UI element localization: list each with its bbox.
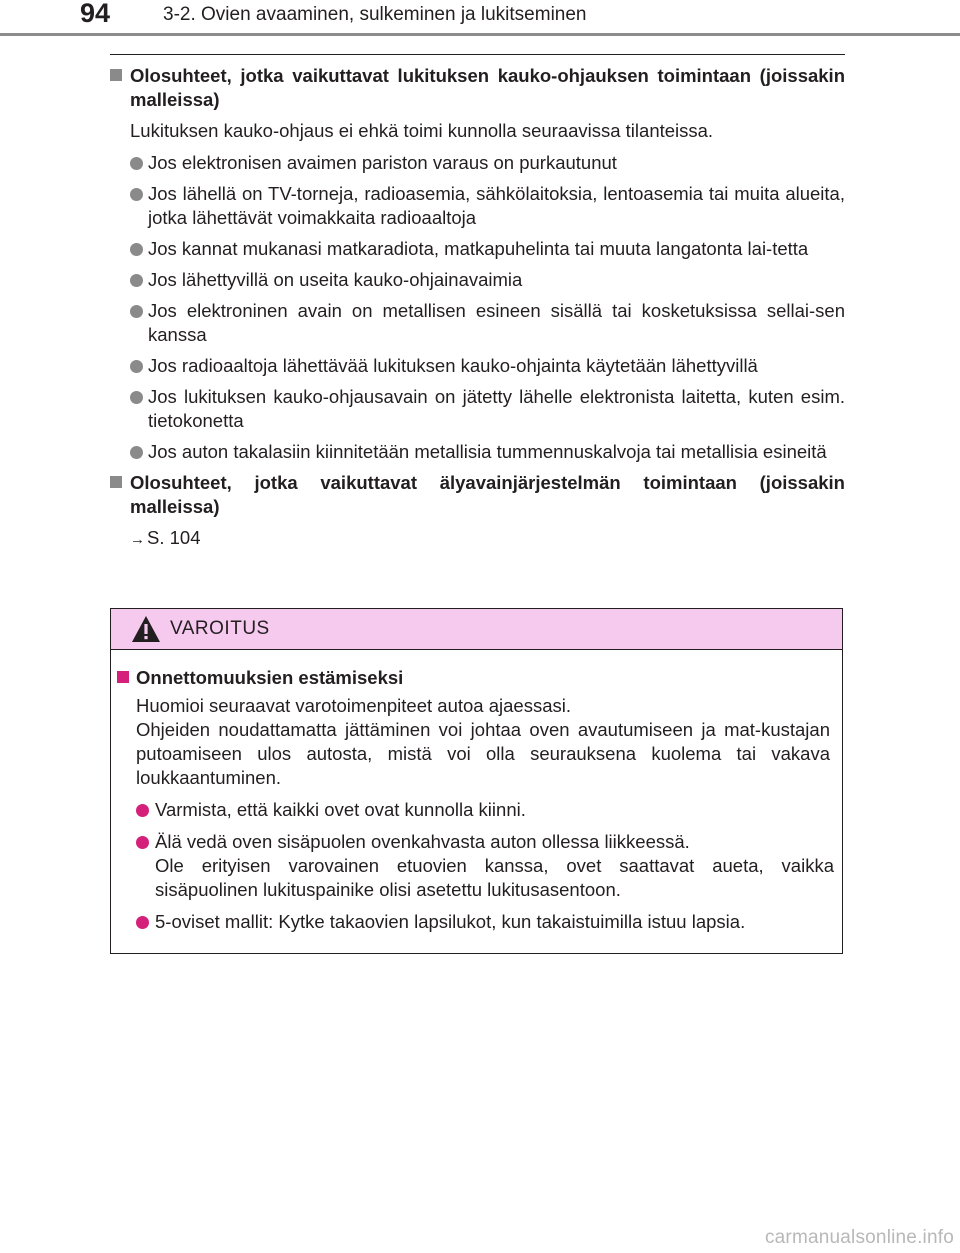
section-heading (110, 471, 845, 519)
list-item (115, 910, 836, 934)
warning-paragraph (115, 694, 836, 790)
chapter-title: 3-2. Ovien avaaminen, sulkeminen ja lukitseminen (163, 4, 587, 25)
section-heading (110, 64, 845, 112)
warning-body (111, 666, 844, 942)
square-bullet-icon (110, 476, 122, 488)
warning-box (110, 608, 843, 954)
list-item-subtext: Ole erityisen varovainen etuovien kanssa, ovet saattavat aueta, vaikka sisäpuolinen lukituspainike olisi asetettu lukitusasentoon. (155, 855, 834, 900)
round-bullet-icon (130, 391, 143, 404)
list-item-text: Jos elektronisen avaimen pariston varaus on purkautunut (148, 152, 617, 173)
condition-list (110, 151, 845, 464)
page-header (0, 0, 960, 34)
round-bullet-icon (136, 916, 149, 929)
page-reference-text: S. 104 (147, 527, 201, 548)
list-item (130, 299, 845, 347)
list-item (130, 354, 845, 378)
list-item-text: Jos radioaaltoja lähettävää lukituksen kauko-ohjainta käytetään lähettyvillä (148, 355, 758, 376)
list-item-text: Jos elektroninen avain on metallisen esineen sisällä tai kosketuksissa sellai-sen kanssa (148, 300, 845, 345)
list-item (115, 830, 836, 902)
round-bullet-icon (130, 243, 143, 256)
list-item-text: Jos lähettyvillä on useita kauko-ohjainavaimia (148, 269, 523, 290)
list-item-text: 5-oviset mallit: Kytke takaovien lapsilukot, kun takaistuimilla istuu lapsia. (155, 911, 746, 932)
list-item (130, 440, 845, 464)
round-bullet-icon (130, 274, 143, 287)
list-item (130, 182, 845, 230)
list-item-text: Älä vedä oven sisäpuolen ovenkahvasta auton ollessa liikkeessä. (155, 831, 690, 852)
round-bullet-icon (130, 188, 143, 201)
warning-heading (115, 666, 836, 690)
warning-header (111, 609, 842, 650)
list-item-text: Jos kannat mukanasi matkaradiota, matkapuhelinta tai muuta langatonta lai-tetta (148, 238, 809, 259)
page-reference[interactable] (110, 526, 845, 552)
section-intro: Lukituksen kauko-ohjaus ei ehkä toimi kunnolla seuraavissa tilanteissa. (130, 120, 714, 141)
section-heading-text: Olosuhteet, jotka vaikuttavat lukituksen kauko-ohjauksen toimintaan (joissakin malleissa) (130, 65, 845, 110)
warning-triangle-icon (131, 615, 161, 643)
warning-paragraph-line: Ohjeiden noudattamatta jättäminen voi johtaa oven avautumiseen ja mat-kustajan putoamiseen ulos autosta, mistä voi olla seurauksena kuolema tai vakava loukkaantuminen. (136, 719, 830, 788)
list-item (130, 237, 845, 261)
round-bullet-icon (130, 446, 143, 459)
square-bullet-icon (110, 69, 122, 81)
arrow-right-icon: → (130, 531, 145, 548)
round-bullet-icon (130, 157, 143, 170)
section-heading-text: Olosuhteet, jotka vaikuttavat älyavainjärjestelmän toimintaan (joissakin malleissa) (130, 472, 845, 517)
square-bullet-icon (117, 671, 129, 683)
round-bullet-icon (136, 836, 149, 849)
list-item (130, 385, 845, 433)
page-number: 94 (80, 0, 111, 28)
list-item-text: Jos lähellä on TV-torneja, radioasemia, sähkölaitoksia, lentoasemia tai muita alueita, jotka lähettävät voimakkaita radioaaltoja (148, 183, 845, 228)
warning-paragraph-line: Huomioi seuraavat varotoimenpiteet autoa ajaessasi. (136, 695, 571, 716)
list-item (130, 268, 845, 292)
section-divider (110, 54, 845, 55)
list-item (130, 151, 845, 175)
main-content (110, 64, 845, 552)
round-bullet-icon (136, 804, 149, 817)
list-item (115, 798, 836, 822)
warning-heading-text: Onnettomuuksien estämiseksi (136, 667, 404, 688)
list-item-text: Jos auton takalasiin kiinnitetään metallisia tummennuskalvoja tai metallisia esineitä (148, 441, 827, 462)
round-bullet-icon (130, 360, 143, 373)
list-item-text: Jos lukituksen kauko-ohjausavain on jätetty lähelle elektronista laitetta, kuten esim. tietokonetta (148, 386, 845, 431)
header-rule (0, 33, 960, 36)
round-bullet-icon (130, 305, 143, 318)
warning-label: VAROITUS (170, 618, 270, 639)
watermark: carmanualsonline.info (764, 1227, 954, 1248)
list-item-text: Varmista, että kaikki ovet ovat kunnolla kiinni. (155, 799, 526, 820)
